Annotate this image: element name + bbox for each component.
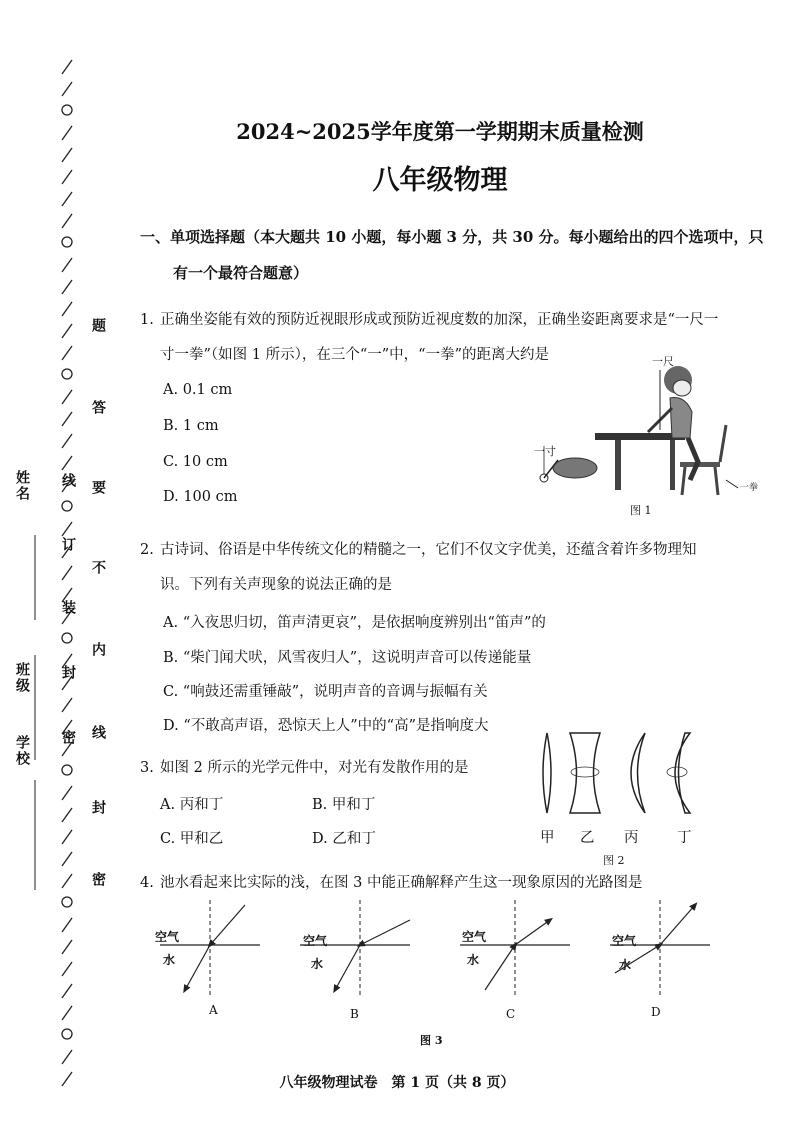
option-text: “入夜思归切，笛声清更哀”，是依据响度辨别出“笛声”的 [182,615,546,631]
school-label: 学校 [14,735,30,767]
margin-circle-mark [62,765,72,775]
margin-slash-mark [62,280,72,294]
figure2-label-ding: 丁 [677,830,692,846]
figure3-b-air: 空气 [303,934,328,948]
margin-slash-mark [62,566,72,580]
figure3-panel-c [460,900,570,995]
margin-circle-mark [62,105,72,115]
option-label: C. [163,454,179,470]
warn-char-2: 线 [90,725,106,741]
q1-option-c [163,454,228,470]
margin-slash-mark [62,82,72,96]
margin-circle-mark [62,897,72,907]
lens-jia-icon [543,733,551,813]
margin-slash-mark [62,874,72,888]
figure2-label-yi: 乙 [580,830,595,846]
option-text: “柴门闻犬吠，风雪夜归人”，这说明声音可以传递能量 [182,650,532,666]
margin-slash-mark [62,60,72,74]
option-label: A. [163,615,179,631]
seal-char-ding: 订 [60,537,76,553]
option-text: 丙和丁 [179,797,224,813]
option-label: A. [163,382,179,398]
figure3-d-air: 空气 [612,934,637,948]
lens-ding-icon [675,733,690,813]
figure3-panel-a [160,900,260,995]
margin-circle-mark [62,369,72,379]
figure3-light-paths [150,895,710,1005]
q3-text: 如图 2 所示的光学元件中，对光有发散作用的是 [160,760,469,776]
option-text: 1 cm [182,418,219,434]
figure3-label-b: B [350,1007,359,1021]
q3-number: 3. [140,760,154,776]
binding-margin [0,0,130,1122]
figure3-c-air: 空气 [462,930,487,944]
figure2-lenses [525,728,705,828]
seal-char-feng: 封 [60,665,76,681]
figure3-a-water: 水 [163,953,176,967]
q2-text-line2: 识。下列有关声现象的说法正确的是 [160,577,392,593]
option-text: 甲和乙 [179,831,224,847]
q1-option-d [163,489,237,505]
seal-char-zhuang: 装 [60,600,76,616]
figure1-label-chi: 一尺 [652,355,674,368]
page-footer: 八年级物理试卷 第 1 页（共 8 页） [279,1075,515,1091]
margin-slash-mark [62,148,72,162]
figure3-a-air: 空气 [155,930,180,944]
margin-slash-mark [62,214,72,228]
margin-slash-mark [62,1006,72,1020]
margin-slash-mark [62,170,72,184]
q1-number: 1. [140,312,154,328]
margin-slash-mark [62,852,72,866]
exam-title: 2024~2025学年度第一学期期末质量检测 [236,119,644,144]
name-label: 姓名 [14,470,30,502]
warn-char-7: 题 [90,318,106,334]
warn-char-1: 封 [90,800,106,816]
figure3-caption: 图 3 [420,1034,443,1047]
warn-char-3: 内 [90,642,106,658]
q2-option-d [163,714,488,735]
q3-option-b [312,793,375,814]
margin-slash-mark [62,808,72,822]
q1-option-a [163,382,232,398]
figure1-posture-illustration [530,350,760,500]
margin-slash-mark [62,126,72,140]
option-label: D. [163,718,179,734]
q3-option-c [160,827,223,848]
seal-char-xian: 线 [60,473,76,489]
figure3-label-c: C [506,1007,516,1021]
option-text: “响鼓还需重锤敲”，说明声音的音调与振幅有关 [182,684,488,700]
margin-slash-mark [62,390,72,404]
q2-option-c [163,680,488,701]
lens-bing-icon [631,733,645,813]
section1-heading-line1: 一、单项选择题（本大题共 10 小题，每小题 3 分，共 30 分。每小题给出的四个选项中，只 [140,228,764,246]
q2-text-line1: 古诗词、俗语是中华传统文化的精髓之一，它们不仅文字优美，还蕴含着许多物理知 [160,542,697,558]
q3-option-d [312,827,376,848]
seal-char-mi: 密 [60,730,76,746]
option-text: 乙和丁 [332,831,376,847]
warn-char-0: 密 [90,872,106,888]
exam-subject: 八年级物理 [372,165,508,196]
margin-slash-mark [62,698,72,712]
margin-slash-mark [62,962,72,976]
q2-number: 2. [140,542,154,558]
margin-slash-mark [62,434,72,448]
figure3-label-a: A [209,1003,218,1017]
option-label: D. [312,831,328,847]
figure3-b-water: 水 [311,957,324,971]
figure2-caption: 图 2 [603,854,625,867]
figure2-label-bing: 丙 [624,830,639,846]
margin-slash-mark [62,324,72,338]
margin-circle-mark [62,237,72,247]
margin-slash-mark [62,258,72,272]
option-text: 100 cm [183,489,238,505]
q4-text: 池水看起来比实际的浅，在图 3 中能正确解释产生这一现象原因的光路图是 [160,875,643,891]
figure2-label-jia: 甲 [540,830,555,846]
margin-slash-mark [62,984,72,998]
warn-char-4: 不 [90,560,106,576]
option-label: D. [163,489,179,505]
option-label: C. [163,684,179,700]
option-label: B. [163,418,179,434]
class-label: 班级 [14,662,30,694]
margin-slash-mark [62,522,72,536]
q2-option-b [163,646,531,667]
section1-heading-line2: 有一个最符合题意） [173,264,309,282]
margin-circle-mark [62,1029,72,1039]
margin-circle-mark [62,501,72,511]
margin-slash-mark [62,302,72,316]
figure3-label-d: D [651,1005,661,1019]
warn-char-6: 答 [90,400,106,416]
option-label: B. [163,650,179,666]
margin-slash-mark [62,412,72,426]
figure1-label-quan: 一拳 [740,483,759,493]
q4-number: 4. [140,875,154,891]
figure1-label-cun: 一寸 [534,445,556,458]
warn-char-5: 要 [90,480,106,496]
margin-slash-mark [62,192,72,206]
margin-slash-mark [62,940,72,954]
q1-text-line1: 正确坐姿能有效的预防近视眼形成或预防近视度数的加深，正确坐姿距离要求是“一尺一 [160,312,719,328]
option-text: 甲和丁 [331,797,376,813]
figure3-d-water: 水 [619,958,632,972]
option-text: 0.1 cm [182,382,233,398]
q1-option-b [163,418,219,434]
figure1-caption: 图 1 [630,504,652,517]
margin-slash-mark [62,1050,72,1064]
option-label: B. [312,797,328,813]
q3-option-a [160,793,223,814]
margin-slash-mark [62,456,72,470]
q2-option-a [163,611,546,632]
margin-slash-mark [62,830,72,844]
margin-slash-mark [62,786,72,800]
margin-decoration [0,0,130,1122]
option-text: “不敢高声语，恐惊天上人”中的“高”是指响度大 [183,718,489,734]
option-label: C. [160,831,176,847]
option-label: A. [160,797,176,813]
figure3-c-water: 水 [467,953,480,967]
option-text: 10 cm [182,454,228,470]
margin-circle-mark [62,633,72,643]
q1-text-line2: 寸一拳”（如图 1 所示），在三个“一”中，“一拳”的距离大约是 [160,347,550,363]
margin-slash-mark [62,918,72,932]
lens-yi-icon [570,733,600,813]
margin-slash-mark [62,346,72,360]
